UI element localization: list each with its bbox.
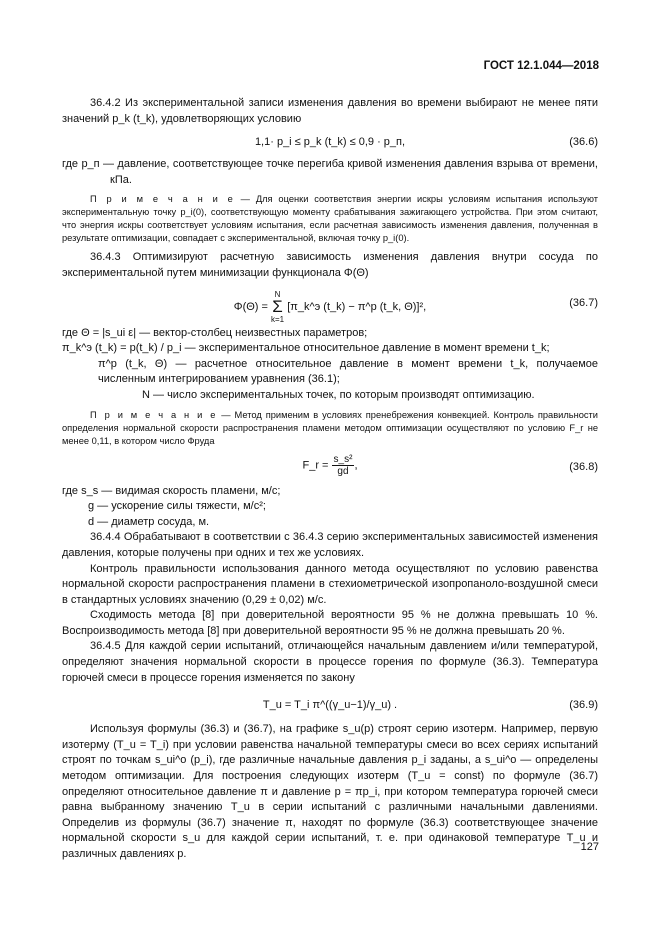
note-2 [62,409,598,448]
def-n-symbol: N [142,388,150,401]
def-theta [62,326,598,342]
equation-36-7-number: (36.7) [569,296,598,309]
sum-upper: N [274,289,281,299]
equation-36-9-number: (36.9) [569,699,598,712]
equation-36-7-lhs: Φ(Θ) = [233,300,271,313]
page-number: 127 [580,841,599,853]
def-pi-calc-symbol: π^р (t_k, Θ) [98,357,168,370]
paragraph-convergence: Сходимость метода [8] при доверительной вероятности 95 % не должна превышать 10 %. Воспроизводимость метода [8] при доверительной вероятности 95 % не должна превышать 20 %. [62,609,598,637]
def-pi-exp-desc: — экспериментальное относительное давление в момент времени t_k; [181,342,550,355]
definitions-36-7 [62,326,598,404]
def-theta-symbol: где Θ = |s_ui ε| [62,326,137,339]
where-p-n: где p_п — давление, соответствующее точке перегиба кривой изменения давления взрыва от времени, кПа. [62,158,598,186]
definitions-36-8 [62,484,598,531]
def-theta-desc: — вектор-столбец неизвестных параметров; [136,326,368,339]
equation-36-8 [62,448,598,484]
froude-numerator: s_s² [333,453,353,465]
document-body [62,96,598,863]
equation-36-7-formula [62,290,598,324]
equation-36-7-rhs: [π_k^э (t_k) − π^р (t_k, Θ)]², [287,300,427,313]
def-n [62,388,598,404]
equation-36-6 [62,127,598,157]
paragraph-36-4-3: 36.4.3 Оптимизируют расчетную зависимость изменения давления внутри сосуда по экспериментальной путем минимизации функционала Φ(Θ) [62,251,598,279]
document-header: ГОСТ 12.1.044—2018 [483,60,599,72]
note-1 [62,193,598,245]
equation-36-7 [62,282,598,326]
note-2-text: — Метод применим в условиях пренебрежения конвекцией. Контроль правильности определения нормальной скорости распространения пламени методом оптимизации осуществляют по условию F_r не менее 0,11, в котором число Фруда [62,409,598,446]
def-s-s: где s_s — видимая скорость пламени, м/с; [62,484,281,497]
equation-36-6-number: (36.6) [569,136,598,149]
equation-36-9 [62,686,598,722]
def-pi-exp [62,341,598,357]
sigma-icon: Σ [272,296,283,316]
note-1-text: — Для оценки соответствия энергии искры условиям испытания используют экспериментальную точку p_i(0), соответствующую моменту срабатывания зажигающего устройства. При этом считают, что энергия искры соответствует условиям испытания, если расчетная зависимость изменения давления, полученная в результате оптимизации, совпадает с экспериментальной, включая точку p_i(0). [62,194,598,244]
def-n-desc: — число экспериментальных точек, по которым производят оптимизацию. [149,388,535,401]
equation-36-6-formula: 1,1· p_i ≤ p_k (t_k) ≤ 0,9 · p_п, [254,136,406,149]
paragraph-36-4-5: 36.4.5 Для каждой серии испытаний, отличающейся начальным давлением и/или температурой, определяют значения нормальной скорости в процессе горения по формуле (36.3). Температура горючей смеси в процессе горения изменяется по закону [62,640,598,684]
equation-36-8-tail: , [354,458,358,471]
def-d: d — диаметр сосуда, м. [88,515,210,528]
paragraph-control: Контроль правильности использования данного метода осуществляют по условию равенства нормальной скорости распространения пламени в стехиометрической изопропаноло-воздушной смеси в стандартных условиях значению (0,29 ± 0,02) м/с. [62,562,598,606]
summation-symbol [271,290,284,324]
equation-36-8-number: (36.8) [569,460,598,473]
paragraph-36-4-2: 36.4.2 Из экспериментальной записи изменения давления во времени выбирают не менее пяти значений p_k (t_k), удовлетворяющих условию [62,97,598,125]
equation-36-8-lhs: F_r = [302,458,332,471]
equation-36-8-formula [62,454,598,477]
froude-denominator: gd [337,465,349,477]
note-2-label: П р и м е ч а н и е [90,409,218,420]
def-pi-calc [62,357,598,388]
paragraph-36-4-4: 36.4.4 Обрабатывают в соответствии с 36.4.3 серию экспериментальных зависимостей изменения давления, которые получены при одних и тех же условиях. [62,531,598,559]
froude-fraction [332,453,358,477]
def-pi-exp-symbol: π_k^э (t_k) = p(t_k) / p_i [62,342,182,355]
paragraph-isotherms: Используя формулы (36.3) и (36.7), на графике s_u(p) строят серию изотерм. Например, первую изотерму (T_u = T_i) при условии равенства начальной температуры смеси во всех сериях испытаний строят по точкам s_ui^o (p_i), где различные начальные давления p_i заданы, а s_ui^o — определены методом оптимизации. Для построения следующих изотерм (T_u = const) по формуле (36.7) определяют относительное давление π и давление p = πp_i, при котором температура горючей смеси равна выбранному значению T_u в серии испытаний с различными начальными давлениями. Определив из формулы (36.7) значение π, находят по формуле (36.3) соответствующее значение нормальной скорости s_u для каждой серии испытаний, т. е. при одинаковой температуре T_u и различных давлениях p. [62,723,598,860]
equation-36-9-formula: T_u = T_i π^((γ_u−1)/γ_u) . [262,699,398,712]
def-g: g — ускорение силы тяжести, м/с²; [88,500,266,513]
def-pi-calc-desc: — расчетное относительное давление в момент времени t_k, получаемое численным интегрированием уравнения (36.1); [98,357,599,386]
note-1-label: П р и м е ч а н и е [90,194,235,205]
sum-lower: k=1 [271,314,285,324]
